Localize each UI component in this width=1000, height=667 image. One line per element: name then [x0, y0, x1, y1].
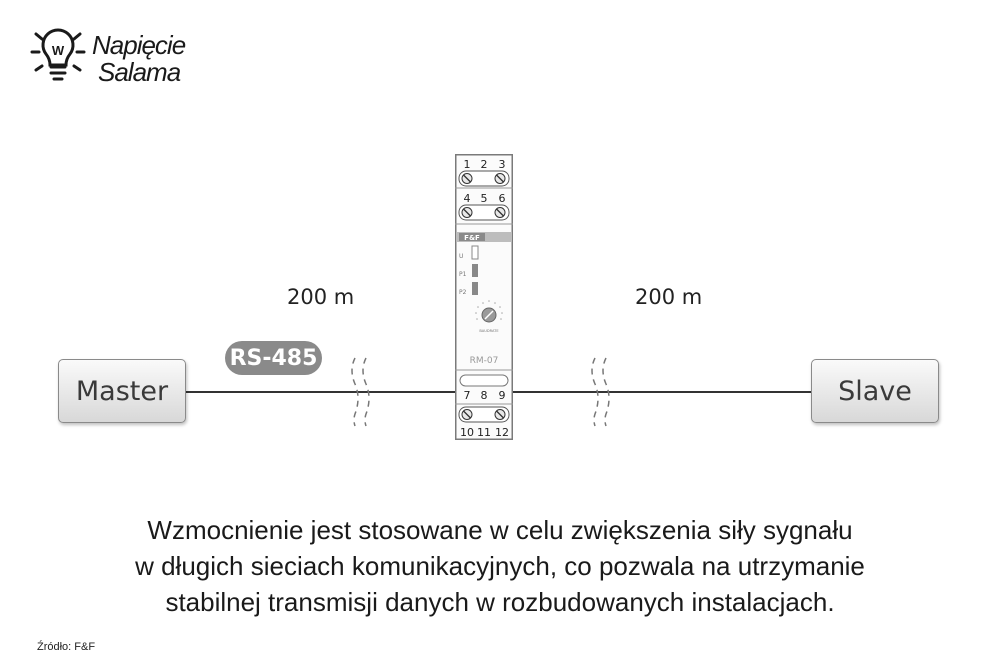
line-break-mark-right: [591, 356, 613, 428]
brand-label: F&F: [464, 234, 480, 242]
slave-box: [811, 359, 939, 423]
led-label-p2: P2: [459, 289, 467, 296]
repeater-module: [455, 154, 513, 440]
terminal-1: 1: [463, 158, 471, 171]
led-u: [472, 246, 478, 259]
terminal-11: 11: [477, 426, 491, 439]
slave-label: Slave: [838, 375, 912, 407]
bus-wire-left: [186, 391, 456, 393]
terminal-3: 3: [498, 158, 506, 171]
logo-line-2: Salama: [98, 57, 181, 87]
led-p2: [472, 282, 478, 295]
caption: [0, 512, 1000, 620]
caption-line-1: Wzmocnienie jest stosowane w celu zwiększenia siły sygnału: [147, 515, 853, 545]
caption-line-2: w długich sieciach komunikacyjnych, co pozwala na utrzymanie: [135, 551, 865, 581]
terminal-8: 8: [480, 389, 488, 402]
distance-right: 200 m: [635, 285, 703, 309]
rs485-badge: [225, 341, 322, 375]
logo: [30, 24, 220, 94]
terminal-12: 12: [495, 426, 509, 439]
master-box: [58, 359, 186, 423]
terminal-6: 6: [498, 192, 506, 205]
lightbulb-icon: [30, 24, 92, 94]
terminal-2: 2: [480, 158, 488, 171]
baudrate-label: BAUDRATE: [479, 329, 499, 333]
rs485-label: RS-485: [229, 345, 318, 371]
logo-text: [92, 32, 185, 86]
terminal-10: 10: [460, 426, 474, 439]
terminal-5: 5: [480, 192, 488, 205]
svg-text:W: W: [51, 43, 65, 58]
model-label: RM-07: [469, 356, 499, 366]
master-label: Master: [75, 375, 169, 407]
terminal-9: 9: [498, 389, 506, 402]
source-note: Źródło: F&F: [37, 641, 96, 653]
terminal-4: 4: [463, 192, 471, 205]
bus-wire-right: [512, 391, 812, 393]
distance-left: 200 m: [287, 285, 355, 309]
logo-line-1: Napięcie: [92, 30, 186, 60]
led-label-p1: P1: [459, 271, 467, 278]
caption-line-3: stabilnej transmisji danych w rozbudowanych instalacjach.: [165, 587, 835, 617]
terminal-7: 7: [463, 389, 471, 402]
led-label-u: U: [459, 253, 464, 260]
line-break-mark-left: [351, 356, 373, 428]
led-p1: [472, 264, 478, 277]
